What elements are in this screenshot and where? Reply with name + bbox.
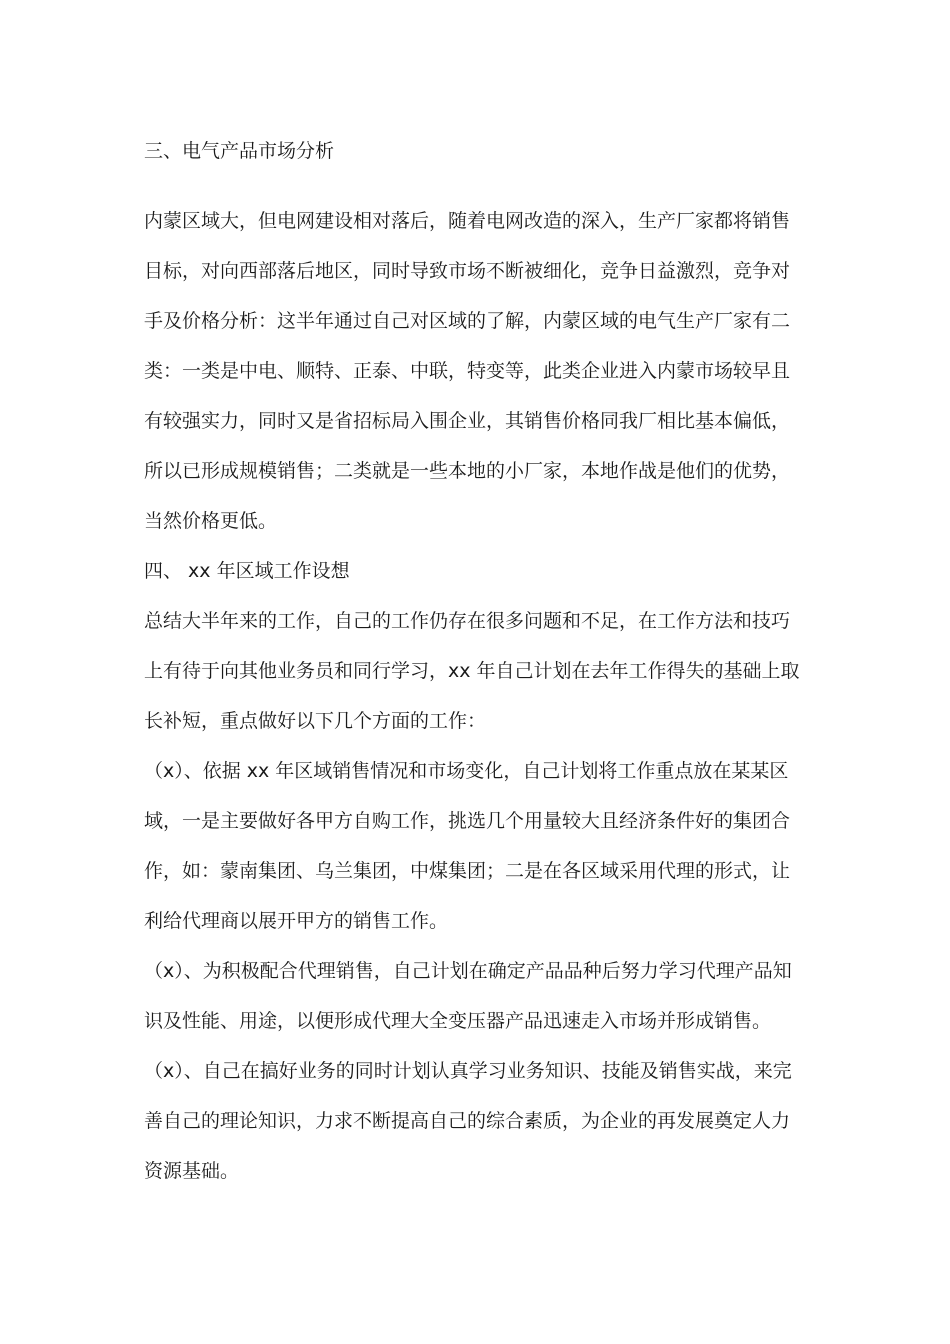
paragraph-line: 目标，对向西部落后地区，同时导致市场不断被细化，竞争日益激烈，竞争对 <box>144 260 791 282</box>
list-item-line: 域，一是主要做好各甲方自购工作，挑选几个用量较大且经济条件好的集团合 <box>144 810 791 832</box>
paragraph-line: 当然价格更低。 <box>144 510 278 532</box>
section-4-heading: 四、 xx 年区域工作设想 <box>144 560 350 582</box>
list-item-line: 作，如：蒙南集团、乌兰集团，中煤集团；二是在各区域采用代理的形式，让 <box>144 860 791 882</box>
section-3-heading: 三、电气产品市场分析 <box>144 140 335 162</box>
paragraph-line: 手及价格分析：这半年通过自己对区域的了解，内蒙区域的电气生产厂家有二 <box>144 310 791 332</box>
list-item-line: 识及性能、用途，以便形成代理大全变压器产品迅速走入市场并形成销售。 <box>144 1010 772 1032</box>
list-item-line: （x）、依据 xx 年区域销售情况和市场变化，自己计划将工作重点放在某某区 <box>144 760 789 782</box>
list-item-line: （x）、自己在搞好业务的同时计划认真学习业务知识、技能及销售实战，来完 <box>144 1060 792 1082</box>
paragraph-line: 有较强实力，同时又是省招标局入围企业，其销售价格同我厂相比基本偏低， <box>144 410 791 432</box>
list-item-line: 资源基础。 <box>144 1160 240 1182</box>
list-item-line: （x）、为积极配合代理销售，自己计划在确定产品品种后努力学习代理产品知 <box>144 960 792 982</box>
paragraph-line: 所以已形成规模销售；二类就是一些本地的小厂家，本地作战是他们的优势， <box>144 460 791 482</box>
paragraph-line: 长补短，重点做好以下几个方面的工作： <box>144 710 487 732</box>
paragraph-line: 类：一类是中电、顺特、正泰、中联，特变等，此类企业进入内蒙市场较早且 <box>144 360 791 382</box>
paragraph-line: 内蒙区域大，但电网建设相对落后，随着电网改造的深入，生产厂家都将销售 <box>144 210 791 232</box>
paragraph-line: 总结大半年来的工作，自己的工作仍存在很多问题和不足，在工作方法和技巧 <box>144 610 791 632</box>
list-item-line: 善自己的理论知识，力求不断提高自己的综合素质，为企业的再发展奠定人力 <box>144 1110 791 1132</box>
list-item-line: 利给代理商以展开甲方的销售工作。 <box>144 910 449 932</box>
paragraph-line: 上有待于向其他业务员和同行学习，xx 年自己计划在去年工作得失的基础上取 <box>144 660 800 682</box>
